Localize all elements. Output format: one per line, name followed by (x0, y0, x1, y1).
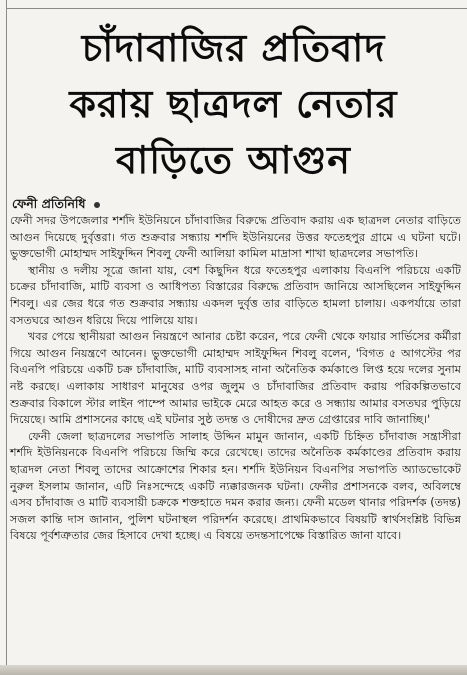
paragraph-4: ফেনী জেলা ছাত্রদলের সভাপতি সালাহ উদ্দিন মামুন জানান, একটি চিহ্নিত চাঁদাবাজ সন্ত্রাসীরা শর্শদি ইউনিয়নকে বিএনপি পরিচয়ে জিম্মি করে রেখেছে। তাদের অনৈতিক কর্মকাণ্ডের প্রতিবাদ করায় ছাত্রদল নেতা শিবলু তাদের আক্রোশের শিকার হন। শর্শদি ইউনিয়ন বিএনপির সভাপতি অ্যাডভোকেট নুরুল ইসলাম জানান, এটি নিঃসন্দেহে একটি ন্যক্কারজনক ঘটনা। ফেনীর প্রশাসনকে বলব, অবিলম্বে এসব চাঁদাবাজ ও মাটি ব্যবসায়ী চক্রকে শক্তহাতে দমন করার জন্য। ফেনী মডেল থানার পরিদর্শক (তদন্ত) সজল কান্তি দাস জানান, পুলিশ ঘটনাস্থল পরিদর্শন করেছে। প্রাথমিকভাবে বিষয়টি স্বার্থসংশ্লিষ্ট বিভিন্ন বিষয়ে পূর্বশত্রুতার জের হিসাবে দেখা হচ্ছে। এ বিষয়ে তদন্তসাপেক্ষে বিস্তারিত জানা যাবে। (10, 429, 461, 543)
headline (20, 20, 447, 188)
headline-line-2: করায় ছাত্রদল নেতার (69, 82, 398, 126)
bullet-icon (94, 202, 100, 208)
headline-line-1: চাঁদাবাজির প্রতিবাদ (81, 26, 386, 70)
top-border (6, 0, 467, 9)
paragraph-1: ফেনী সদর উপজেলার শর্শদি ইউনিয়নে চাঁদাবাজির বিরুদ্ধে প্রতিবাদ করায় এক ছাত্রদল নেতার বাড়িতে আগুন দিয়েছে দুর্বৃত্তরা। গত শুক্রবার সন্ধ্যায় শর্শদি ইউনিয়নের উত্তর ফতেহপুর গ্রামে এ ঘটনা ঘটে। ভুক্তভোগী মোহাম্মদ সাইফুদ্দিন শিবলু ফেনী আলিয়া কামিল মাদ্রাসা শাখা ছাত্রদলের সভাপতি। (10, 214, 461, 261)
paragraph-3: খবর পেয়ে স্থানীয়রা আগুন নিয়ন্ত্রণে আনার চেষ্টা করেন, পরে ফেনী থেকে ফায়ার সার্ভিসের কর্মীরা গিয়ে আগুন নিয়ন্ত্রণে আনেন। ভুক্তভোগী মোহাম্মদ সাইফুদ্দিন শিবলু বলেন, 'বিগত ৫ আগস্টের পর বিএনপি পরিচয়ে একটি চক্র চাঁদাবাজি, মাটি ব্যবসাসহ নানা অনৈতিক কর্মকাণ্ডে লিপ্ত হয়ে দলের সুনাম নষ্ট করছে। এলাকায় সাধারণ মানুষের ওপর জুলুম ও চাঁদাবাজির প্রতিবাদ করায় পরিকল্পিতভাবে শুক্রবার বিকালে স্টার লাইন পাম্পে আমার ভাইকে মেরে আহত করে ও সন্ধ্যায় আমার বসতঘর পুড়িয়ে দিয়েছে। আমি প্রশাসনের কাছে এই ঘটনার সুষ্ঠ তদন্ত ও দোষীদের দ্রুত গ্রেপ্তারের দাবি জানাচ্ছি।' (10, 330, 461, 427)
article-body (10, 213, 461, 545)
bottom-edge (0, 665, 467, 675)
paragraph-2: স্থানীয় ও দলীয় সূত্রে জানা যায়, বেশ কিছুদিন ধরে ফতেহপুর এলাকায় বিএনপি পরিচয়ে একটি চক্রের চাঁদাবাজি, মাটি ব্যবসা ও আধিপত্য বিস্তারের বিরুদ্ধে প্রতিবাদ জানিয়ে আসছিলেন সাইফুদ্দিন শিবলু। এর জের ধরে গত শুক্রবার সন্ধ্যায় একদল দুর্বৃত্ত তার বাড়িতে হামলা চালায়। একপর্যায়ে তারা বসতঘরে আগুন ধরিয়ে দিয়ে পালিয়ে যায়। (10, 263, 461, 327)
left-border (6, 0, 7, 675)
headline-line-3: বাড়িতে আগুন (116, 138, 351, 182)
byline-text: ফেনী প্রতিনিধি (12, 196, 86, 211)
